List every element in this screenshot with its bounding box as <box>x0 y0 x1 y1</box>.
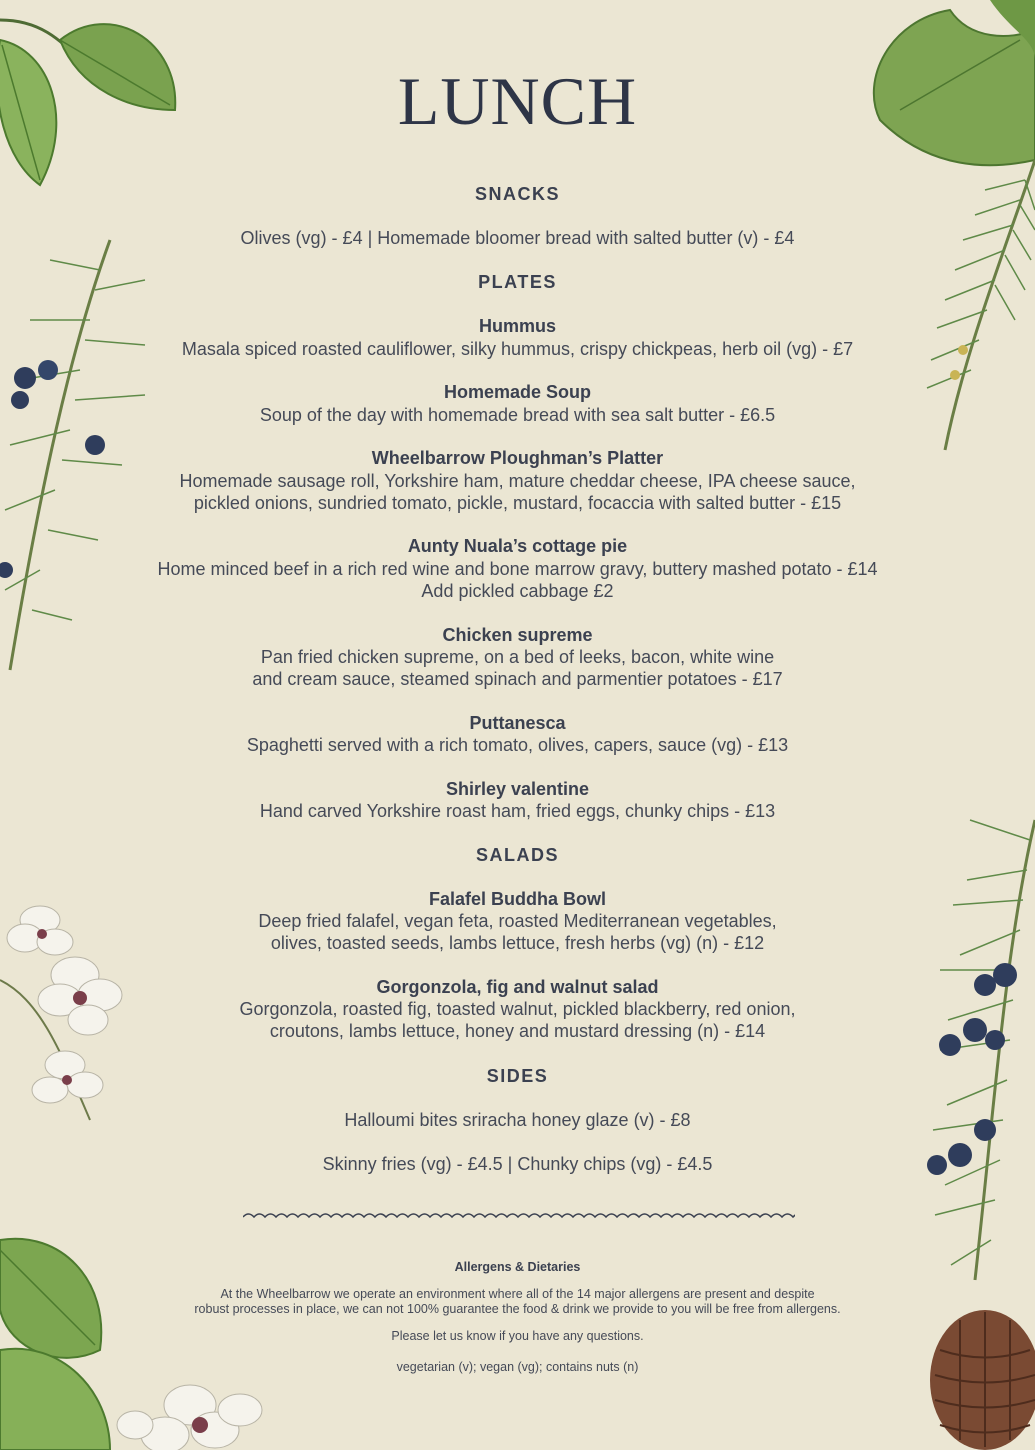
menu-item-name: Shirley valentine <box>445 779 590 799</box>
menu-item-desc: Spaghetti served with a rich tomato, olives, capers, sauce (vg) - £13 <box>246 735 789 755</box>
menu-item-desc: pickled onions, sundried tomato, pickle, mustard, focaccia with salted butter - £15 <box>193 493 842 513</box>
menu-item-name: Chicken supreme <box>442 625 593 645</box>
section-heading-sides: SIDES <box>486 1066 549 1086</box>
section-heading-snacks: SNACKS <box>474 184 560 204</box>
menu-item-desc: Pan fried chicken supreme, on a bed of leeks, bacon, white wine <box>260 647 775 667</box>
section-heading-plates: PLATES <box>478 272 557 292</box>
right-juniper-branch-icon <box>845 800 1035 1290</box>
allergens-text: At the Wheelbarrow we operate an environment where all of the 14 major allergens are present and despite <box>220 1287 815 1301</box>
allergens-question: Please let us know if you have any questions. <box>391 1329 644 1343</box>
menu-item-desc: olives, toasted seeds, lambs lettuce, fresh herbs (vg) (n) - £12 <box>270 933 765 953</box>
allergens-heading: Allergens & Dietaries <box>454 1260 581 1274</box>
menu-item-desc: Home minced beef in a rich red wine and bone marrow gravy, buttery mashed potato - £14 <box>157 559 878 579</box>
menu-item-desc: Gorgonzola, roasted fig, toasted walnut, pickled blackberry, red onion, <box>239 999 796 1019</box>
menu-item-desc: Hand carved Yorkshire roast ham, fried eggs, chunky chips - £13 <box>259 801 776 821</box>
sides-line: Skinny fries (vg) - £4.5 | Chunky chips (vg) - £4.5 <box>322 1154 713 1174</box>
menu-item-desc: croutons, lambs lettuce, honey and mustard dressing (n) - £14 <box>269 1021 766 1041</box>
menu-item-name: Aunty Nuala’s cottage pie <box>407 536 628 556</box>
menu-title: LUNCH <box>397 63 638 139</box>
menu-item-name: Hummus <box>478 316 556 336</box>
menu-item-desc: Deep fried falafel, vegan feta, roasted Mediterranean vegetables, <box>258 911 777 931</box>
allergens-text: robust processes in place, we can not 100% guarantee the food & drink we provide to you will be free from allergens. <box>194 1302 841 1316</box>
wave-divider-icon <box>243 1208 795 1226</box>
dietary-key: vegetarian (v); vegan (vg); contains nuts (n) <box>396 1360 639 1374</box>
menu-item-desc: Homemade sausage roll, Yorkshire ham, mature cheddar cheese, IPA cheese sauce, <box>179 471 856 491</box>
section-heading-salads: SALADS <box>475 845 559 865</box>
snacks-line: Olives (vg) - £4 | Homemade bloomer bread with salted butter (v) - £4 <box>240 228 795 248</box>
sides-line: Halloumi bites sriracha honey glaze (v) - £8 <box>344 1110 691 1130</box>
menu-item-desc: Add pickled cabbage £2 <box>421 581 614 601</box>
menu-item-desc: Soup of the day with homemade bread with sea salt butter - £6.5 <box>259 405 776 425</box>
menu-item-desc: Masala spiced roasted cauliflower, silky hummus, crispy chickpeas, herb oil (vg) - £7 <box>181 339 854 359</box>
menu-item-name: Homemade Soup <box>443 382 592 402</box>
menu-item-name: Gorgonzola, fig and walnut salad <box>376 977 659 997</box>
menu-item-desc: and cream sauce, steamed spinach and parmentier potatoes - £17 <box>252 669 783 689</box>
menu-item-name: Puttanesca <box>469 713 566 733</box>
menu-item-name: Wheelbarrow Ploughman’s Platter <box>371 448 664 468</box>
menu-item-name: Falafel Buddha Bowl <box>428 889 606 909</box>
